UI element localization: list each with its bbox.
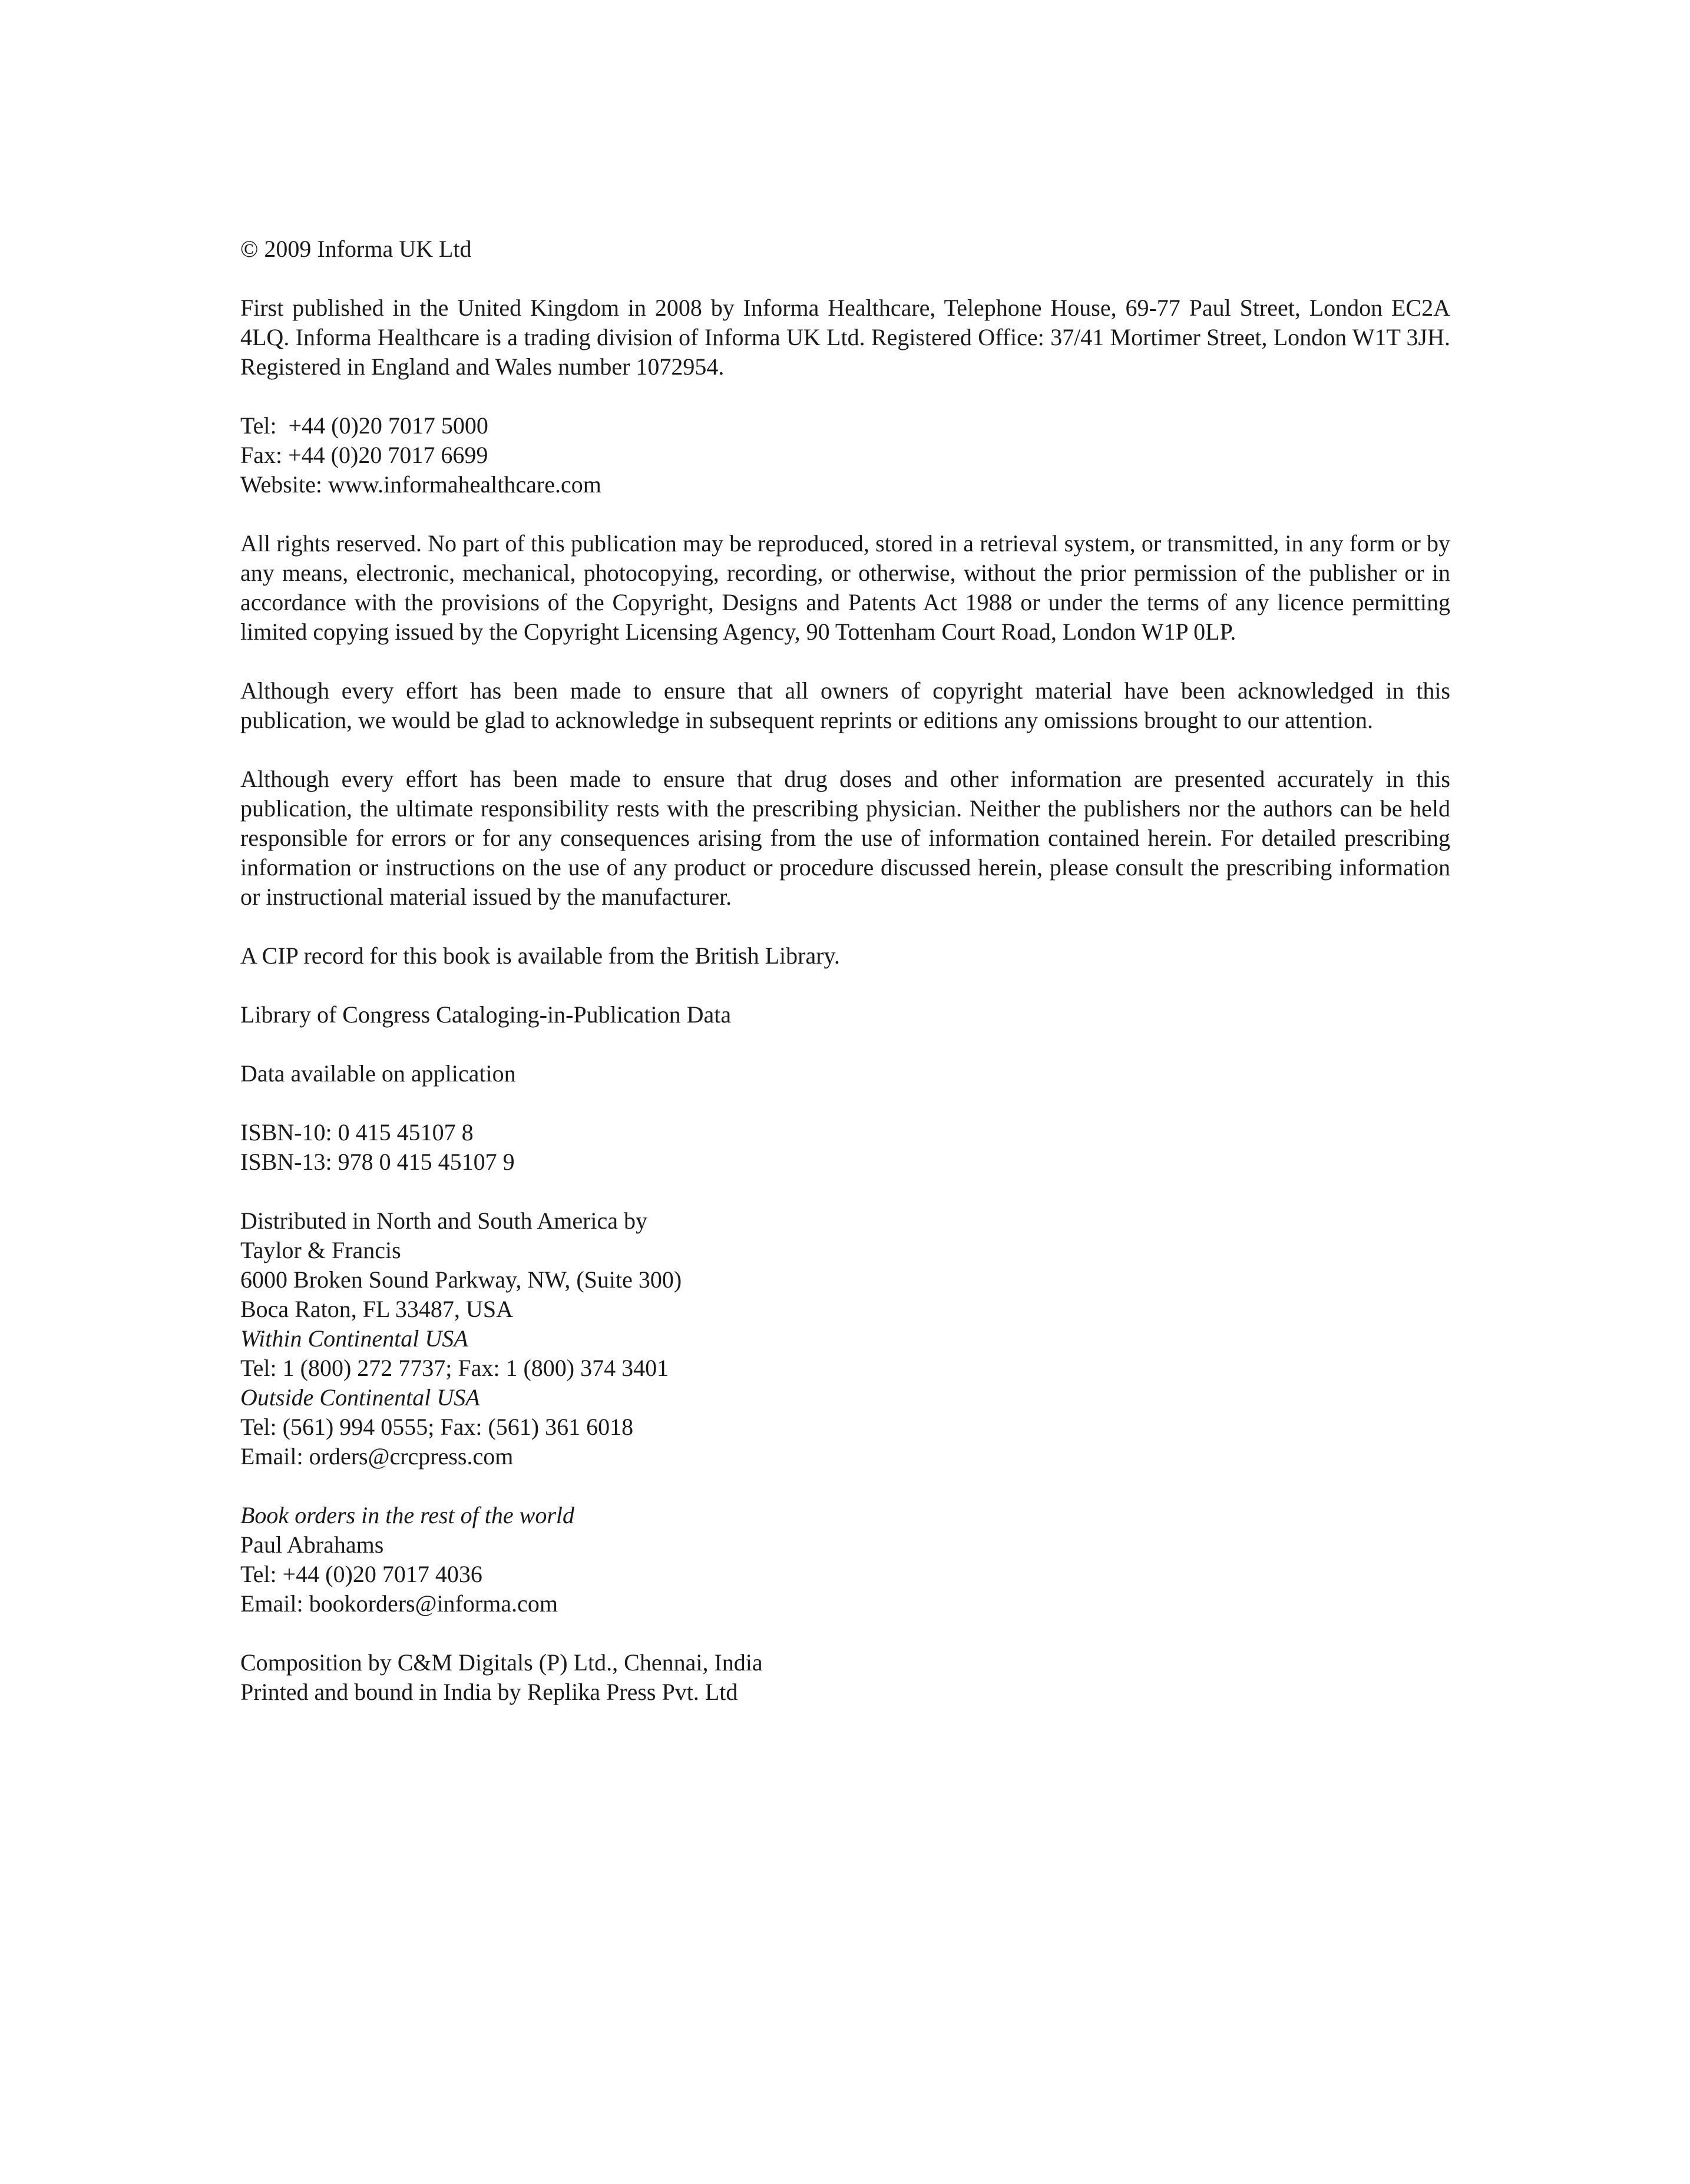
- cip-section: [240, 941, 1450, 971]
- cip-statement: A CIP record for this book is available from the British Library.: [240, 942, 840, 969]
- contact-section: [240, 411, 1450, 499]
- outside-usa-label: Outside Continental USA: [240, 1384, 480, 1411]
- within-usa-label: Within Continental USA: [240, 1325, 468, 1352]
- publication-section: [240, 293, 1450, 382]
- distributor-name: Taylor & Francis: [240, 1237, 401, 1263]
- isbn-13: ISBN-13: 978 0 415 45107 9: [240, 1149, 515, 1175]
- copyright-section: [240, 234, 1450, 264]
- distribution-section: [240, 1206, 1450, 1471]
- distributor-address-line-1: 6000 Broken Sound Parkway, NW, (Suite 300): [240, 1266, 682, 1293]
- loc-section: [240, 1000, 1450, 1030]
- acknowledgement-paragraph: Although every effort has been made to ensure that all owners of copyright material have been acknowledged in this publication, we would be glad to acknowledge in subsequent reprints or editions any omissions brought to our attention.: [240, 677, 1450, 733]
- copyright-page: [240, 234, 1450, 1736]
- data-availability-text: Data available on application: [240, 1060, 516, 1087]
- world-orders-email: Email: bookorders@informa.com: [240, 1590, 558, 1617]
- copyright-notice: © 2009 Informa UK Ltd: [240, 236, 472, 262]
- disclaimer-paragraph: Although every effort has been made to ensure that drug doses and other information are presented accurately in this publication, the ultimate responsibility rests with the prescribing physician. Neither the publishers nor the authors can be held responsible for errors or for any consequences arising from the use of information contained herein. For detailed prescribing information or instructions on the use of any product or procedure discussed herein, please consult the prescribing information or instructional material issued by the manufacturer.: [240, 766, 1450, 910]
- world-orders-section: [240, 1501, 1450, 1619]
- disclaimer-section: [240, 765, 1450, 912]
- contact-tel: Tel: +44 (0)20 7017 5000: [240, 412, 488, 439]
- printing-credit: Printed and bound in India by Replika Press Pvt. Ltd: [240, 1679, 738, 1705]
- world-orders-contact-name: Paul Abrahams: [240, 1531, 384, 1558]
- isbn-10: ISBN-10: 0 415 45107 8: [240, 1119, 474, 1146]
- within-usa-phone: Tel: 1 (800) 272 7737; Fax: 1 (800) 374 3401: [240, 1355, 669, 1381]
- world-orders-heading: Book orders in the rest of the world: [240, 1502, 574, 1528]
- distributor-email: Email: orders@crcpress.com: [240, 1443, 514, 1470]
- rights-paragraph: All rights reserved. No part of this publication may be reproduced, stored in a retrieval system, or transmitted, in any form or by any means, electronic, mechanical, photocopying, recording, or otherwise, without the prior permission of the publisher or in accordance with the provisions of the Copyright, Designs and Patents Act 1988 or under the terms of any licence permitting limited copying issued by the Copyright Licensing Agency, 90 Tottenham Court Road, London W1P 0LP.: [240, 530, 1450, 645]
- data-availability-section: [240, 1059, 1450, 1088]
- distribution-heading: Distributed in North and South America by: [240, 1207, 648, 1234]
- distributor-address-line-2: Boca Raton, FL 33487, USA: [240, 1296, 513, 1322]
- loc-heading: Library of Congress Cataloging-in-Publication Data: [240, 1001, 732, 1028]
- composition-credit: Composition by C&M Digitals (P) Ltd., Chennai, India: [240, 1649, 763, 1676]
- outside-usa-phone: Tel: (561) 994 0555; Fax: (561) 361 6018: [240, 1414, 634, 1440]
- acknowledgement-section: [240, 676, 1450, 735]
- contact-website: Website: www.informahealthcare.com: [240, 471, 601, 498]
- isbn-section: [240, 1118, 1450, 1177]
- contact-fax: Fax: +44 (0)20 7017 6699: [240, 442, 488, 468]
- publication-paragraph: First published in the United Kingdom in 2008 by Informa Healthcare, Telephone House, 69-77 Paul Street, London EC2A 4LQ. Informa Healthcare is a trading division of Informa UK Ltd. Registered Office: 37/41 Mortimer Street, London W1T 3JH. Registered in England and Wales number 1072954.: [240, 294, 1450, 380]
- rights-section: [240, 529, 1450, 647]
- production-section: [240, 1648, 1450, 1707]
- world-orders-tel: Tel: +44 (0)20 7017 4036: [240, 1561, 482, 1587]
